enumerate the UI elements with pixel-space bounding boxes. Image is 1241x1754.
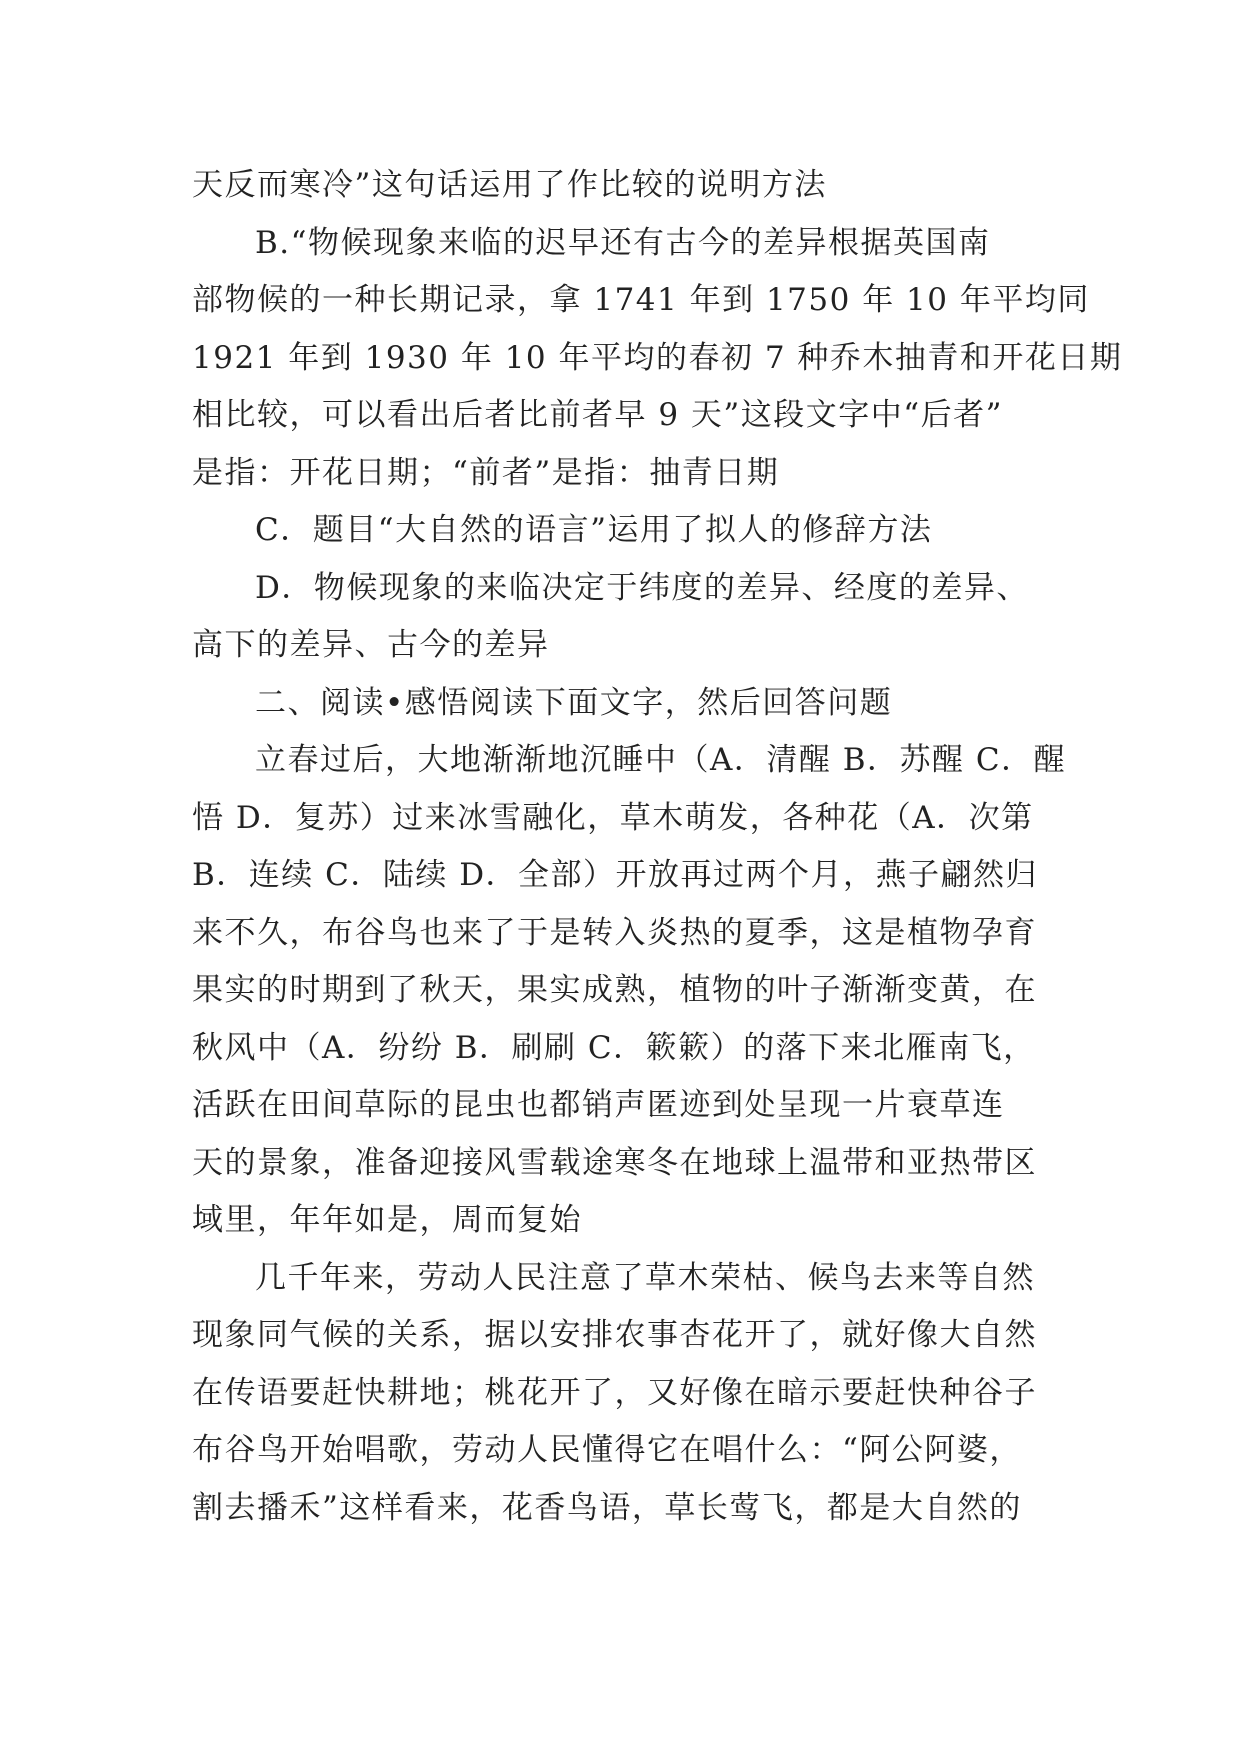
text-line: 天反而寒冷”这句话运用了作比较的说明方法 — [192, 167, 827, 203]
text-line: 秋风中（A．纷纷 B．刷刷 C．簌簌）的落下来北雁南飞， — [192, 1029, 1036, 1066]
text-line: B．连续 C．陆续 D．全部）开放再过两个月，燕子翩然归 — [192, 857, 1039, 893]
text-line: 立春过后，大地渐渐地沉睡中（A．清醒 B．苏醒 C．醒 — [255, 742, 1067, 778]
text-line: 在传语要赶快耕地；桃花开了，又好像在暗示要赶快种谷子 — [192, 1374, 1037, 1411]
text-line: 布谷鸟开始唱歌，劳动人民懂得它在唱什么：“阿公阿婆， — [192, 1432, 1022, 1468]
text-line: 部物候的一种长期记录，拿 1741 年到 1750 年 10 年平均同 — [192, 282, 1090, 318]
text-line: C．题目“大自然的语言”运用了拟人的修辞方法 — [255, 512, 933, 548]
text-line: D．物候现象的来临决定于纬度的差异、经度的差异、 — [255, 569, 1029, 606]
text-line: 域里，年年如是，周而复始 — [192, 1202, 582, 1238]
text-line: 高下的差异、古今的差异 — [192, 627, 550, 663]
text-line: 活跃在田间草际的昆虫也都销声匿迹到处呈现一片衰草连 — [192, 1087, 1005, 1123]
text-line: 二、阅读•感悟阅读下面文字，然后回答问题 — [255, 684, 893, 721]
text-line: 悟 D．复苏）过来冰雪融化，草木萌发，各种花（A．次第 — [192, 799, 1034, 836]
document-body — [192, 157, 1123, 1537]
text-line: 果实的时期到了秋天，果实成熟，植物的叶子渐渐变黄，在 — [192, 972, 1037, 1008]
text-line: 是指：开花日期；“前者”是指：抽青日期 — [192, 454, 780, 491]
text-line: 1921 年到 1930 年 10 年平均的春初 7 种乔木抽青和开花日期 — [192, 339, 1123, 376]
text-line: 现象同气候的关系，据以安排农事杏花开了，就好像大自然 — [192, 1317, 1037, 1353]
text-line: 相比较，可以看出后者比前者早 9 天”这段文字中“后者” — [192, 397, 1003, 433]
text-line: 几千年来，劳动人民注意了草木荣枯、候鸟去来等自然 — [255, 1259, 1035, 1296]
text-line: 来不久，布谷鸟也来了于是转入炎热的夏季，这是植物孕育 — [192, 914, 1037, 951]
text-line: 割去播禾”这样看来，花香鸟语，草长莺飞，都是大自然的 — [192, 1489, 1022, 1526]
text-line: B.“物候现象来临的迟早还有古今的差异根据英国南 — [255, 224, 991, 261]
text-line: 天的景象，准备迎接风雪载途寒冬在地球上温带和亚热带区 — [192, 1144, 1037, 1181]
